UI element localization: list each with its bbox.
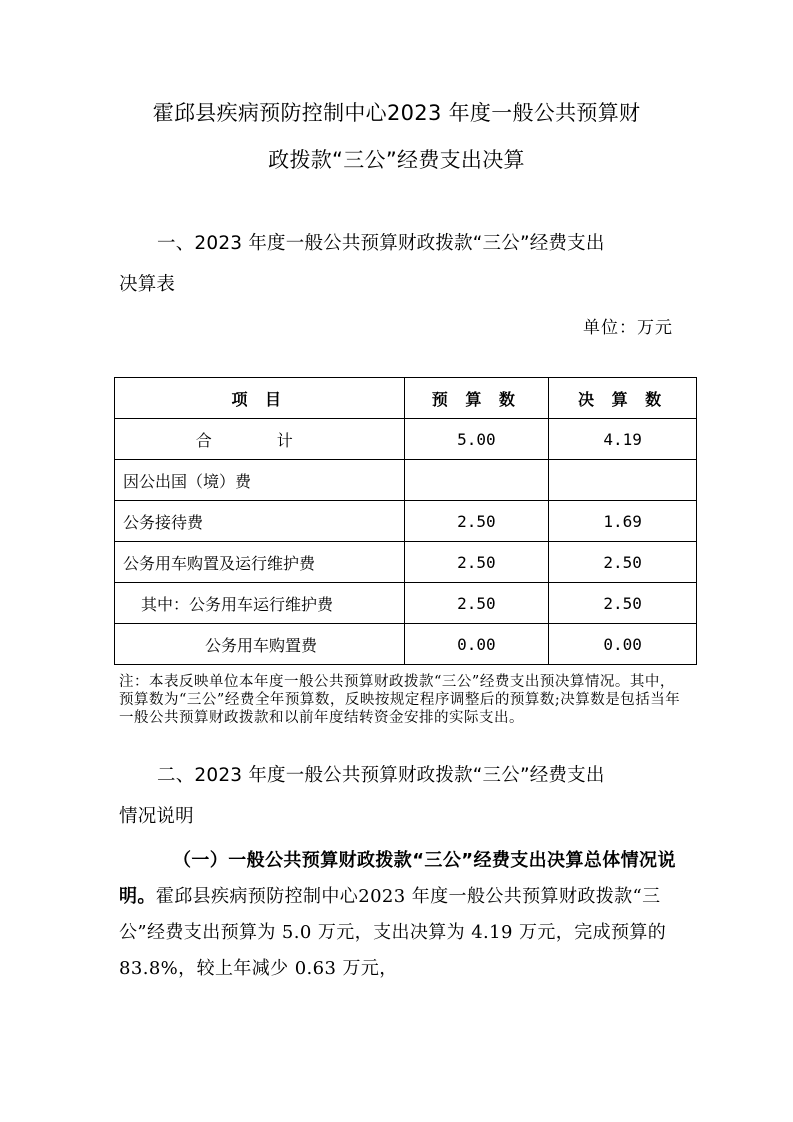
table-row: [115, 501, 697, 542]
row-final: 2.50: [549, 583, 697, 624]
section-2-heading-line-2: 情况说明: [119, 806, 194, 827]
row-budget: 2.50: [404, 542, 549, 583]
row-budget: 5.00: [404, 419, 549, 460]
overview-paragraph-heading: （一）一般公共预算财政拨款“三公”经费支出决算总体情况说明。: [119, 850, 676, 907]
table-row: [115, 624, 697, 665]
row-label: 其中：公务用车运行维护费: [115, 583, 405, 624]
document-title-line-1: 霍邱县疾病预防控制中心2023 年度一般公共预算财: [152, 101, 641, 125]
row-label: 公务接待费: [115, 501, 405, 542]
row-final: 0.00: [549, 624, 697, 665]
table-row: [115, 583, 697, 624]
three-public-expenses-table: [114, 377, 697, 665]
row-final: [549, 460, 697, 501]
row-label-total: 合 计: [115, 419, 405, 460]
table-header-row: [115, 378, 697, 419]
header-budget: 预 算 数: [404, 378, 549, 419]
section-2-heading-line-1: 二、2023 年度一般公共预算财政拨款“三公”经费支出: [157, 765, 605, 786]
row-final: 2.50: [549, 542, 697, 583]
row-budget: [404, 460, 549, 501]
row-final: 4.19: [549, 419, 697, 460]
header-final: 决 算 数: [549, 378, 697, 419]
row-budget: 2.50: [404, 583, 549, 624]
row-budget: 0.00: [404, 624, 549, 665]
row-label: 公务用车购置费: [115, 624, 405, 665]
row-budget: 2.50: [404, 501, 549, 542]
row-label: 因公出国（境）费: [115, 460, 405, 501]
table-note: 注：本表反映单位本年度一般公共预算财政拨款“三公”经费支出预决算情况。其中，预算数为“三公”经费全年预算数，反映按规定程序调整后的预算数;决算数是包括当年一般公共预算财政拨款和以前年度结转资金安排的实际支出。: [119, 674, 681, 726]
section-1-heading-line-1: 一、2023 年度一般公共预算财政拨款“三公”经费支出: [157, 233, 605, 254]
row-label: 公务用车购置及运行维护费: [115, 542, 405, 583]
overview-paragraph: [119, 843, 679, 987]
document-title-line-2: 政拨款“三公”经费支出决算: [268, 148, 525, 172]
table-row: [115, 542, 697, 583]
overview-paragraph-text: 霍邱县疾病预防控制中心2023 年度一般公共预算财政拨款“三公”经费支出预算为 5.0 万元，支出决算为 4.19 万元，完成预算的 83.8%，较上年减少 0.63 万元，: [119, 886, 667, 979]
table-row: [115, 419, 697, 460]
header-item: 项 目: [115, 378, 405, 419]
unit-label: 单位：万元: [583, 318, 673, 338]
table-row: [115, 460, 697, 501]
section-1-heading-line-2: 决算表: [119, 274, 176, 295]
row-final: 1.69: [549, 501, 697, 542]
